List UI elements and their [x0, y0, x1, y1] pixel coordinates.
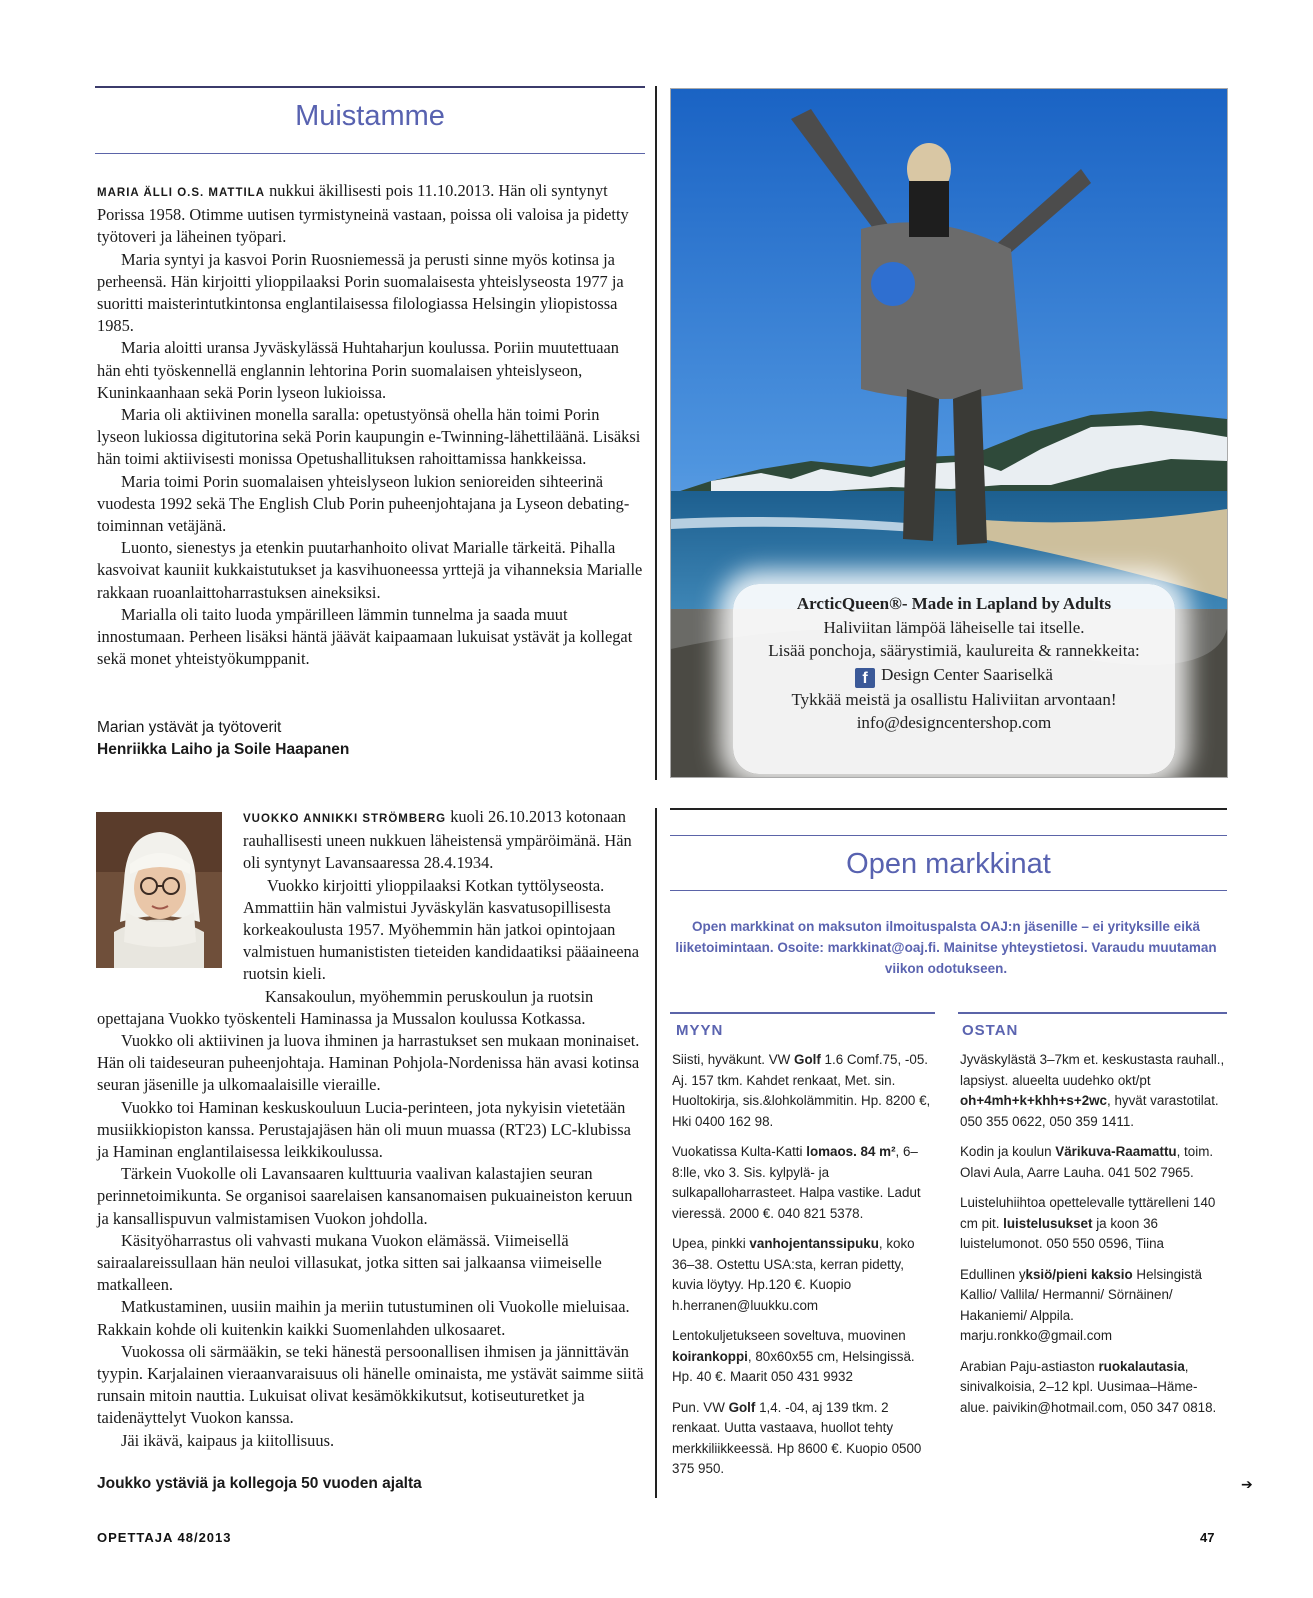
- obituary-paragraph: Maria toimi Porin suomalaisen yhteislyseon lukion senioreiden sihteerinä vuodesta 1992 sekä The English Club Porin puheenjohtajana ja Lyseon debating-toiminnan vetäjänä.: [97, 471, 630, 536]
- obituary-paragraph: Vuokko kirjoitti ylioppilaaksi Kotkan tyttölyseosta. Ammattiin hän valmistui Jyväskylän kasvatusopillisesta korkeakoulusta 1957. Myöhemmin hän jatkoi opintojaan valmistuen humanististen tieteiden kandidaatiksi pääaineena ruotsin kieli.: [243, 875, 639, 984]
- top-rule-right: [670, 808, 1227, 810]
- obituary-paragraph: Luonto, sienestys ja etenkin puutarhanhoito olivat Marialle tärkeitä. Pihalla kasvoivat kauniit kukkaistutukset ja kasvihuoneessa yrttejä ja vihanneksia Marialle rakkaan ruoanlaittoharrastuksen aineksiksi.: [97, 538, 643, 602]
- obituary-paragraph: Maria oli aktiivinen monella saralla: opetustyönsä ohella hän toimi Porin lyseon lukiossa digitutorina sekä Porin kaupungin e-Twinning-lähettiläänä. Lisäksi hän toimi aktiivisesti monissa Opetushallituksen rahoittamissa hankkeissa.: [97, 405, 641, 469]
- obituary-paragraph: Vuokko oli aktiivinen ja luova ihminen ja harrastukset sen mukaan moninaiset. Hän oli taideseuran puheenjohtaja. Haminan Pohjola-Nordenissa hän avasi kotinsa seuran jäsenille ja ulkomaalaisille vieraille.: [97, 1031, 640, 1095]
- classified-ad: Jyväskylästä 3–7km et. keskustasta rauhall., lapsiyst. alueelta uudehko okt/pt oh+4mh+k+khh+s+2wc, hyvät varastotilat. 050 355 0622, 050 359 1411.: [960, 1052, 1225, 1129]
- obituary-maria: [97, 180, 645, 670]
- obituary-paragraph: Matkustaminen, uusiin maihin ja meriin tutustuminen oli Vuokolle mieluisaa. Rakkain kohde oli kuitenkin kaikki Suomenlahden ulkosaaret.: [97, 1297, 630, 1339]
- ad-line: Haliviitan lämpöä läheiselle tai itselle.: [823, 617, 1085, 637]
- continue-arrow-icon: ➔: [1241, 1477, 1253, 1493]
- classified-ad: Upea, pinkki vanhojentanssipuku, koko 36–38. Ostettu USA:sta, kerran pidetty, kuvia löytyy. Hp.120 €. Kuopio h.herranen@luukku.com: [672, 1236, 915, 1313]
- obituary-paragraph: Marialla oli taito luoda ympärilleen lämmin tunnelma ja saada muut innostumaan. Perheen lisäksi häntä jäävät kaipaamaan lukuisat ystävät ja kollegat sekä monet yhteistyökumppanit.: [97, 604, 633, 669]
- ostan-rule: [958, 1012, 1227, 1014]
- column-divider-bottom: [655, 808, 657, 1498]
- ostan-list: [960, 1050, 1226, 1428]
- facebook-icon[interactable]: f: [855, 668, 875, 688]
- myyn-heading: MYYN: [676, 1022, 724, 1039]
- obituary-paragraph: Maria syntyi ja kasvoi Porin Ruosniemessä ja perusti sinne myös kotinsa ja perheensä. Hän kirjoitti ylioppilaaksi Porin suomalaisesta yhteislyseosta 1977 ja suoritti maisterintutkintonsa englantilaisessa filologiassa Helsingin yliopistossa 1985.: [97, 249, 624, 336]
- section-title-open-markkinat: Open markkinat: [846, 848, 1051, 880]
- classified-ad: Luisteluhiihtoa opettelevalle tyttärelleni 140 cm pit. luistelusukset ja koon 36 luistelumonot. 050 550 0596, Tiina: [960, 1195, 1216, 1251]
- obituary-signature-vuokko: Joukko ystäviä ja kollegoja 50 vuoden ajalta: [97, 1475, 422, 1492]
- ad-facebook-label: Design Center Saariselkä: [881, 664, 1053, 684]
- obituary-vuokko: [97, 806, 645, 1452]
- obituary-paragraph: Tärkein Vuokolle oli Lavansaaren kulttuuria vaalivan kalastajien seuran perinnetoimikunta. Se organisoi saarelaisen kansanomaisen pukuaineiston keruun ja kansallispuvun valmistamisen Vuokon johdolla.: [97, 1164, 633, 1228]
- obituary-paragraph: Jäi ikävä, kaipaus ja kiitollisuus.: [121, 1430, 335, 1450]
- ad-line: Tykkää meistä ja osallistu Haliviitan arvontaan!: [791, 689, 1117, 709]
- obituary-name: VUOKKO ANNIKKI STRÖMBERG: [243, 813, 447, 825]
- signature-names: Henriikka Laiho ja Soile Haapanen: [97, 741, 350, 758]
- ad-line: Lisää ponchoja, säärystimiä, kaulureita & rannekkeita:: [768, 641, 1140, 660]
- obituary-paragraph: Vuokossa oli särmääkin, se teki hänestä persoonallisen ihmisen ja jännittävän tyypin. Karjalainen vieraanvaraisuus oli hänelle ominaista, me ystävät saimme siitä runsain mitoin nauttia. Lukuisat olivat kesämökkikutsut, kotiseuturetket ja taidenäyttelyt Vuokon kanssa.: [97, 1341, 644, 1428]
- obituary-signature: [97, 717, 645, 761]
- classified-ad: Kodin ja koulun Värikuva-Raamattu, toim. Olavi Aula, Aarre Lauha. 041 502 7965.: [960, 1144, 1214, 1180]
- obituary-paragraph: Käsityöharrastus oli vahvasti mukana Vuokon elämässä. Viimeisellä sairaalareissullaan hän neuloi villasukat, jotka sitten sai jalkaansa viimeiselle matkalleen.: [97, 1230, 602, 1295]
- myyn-list: [672, 1050, 937, 1490]
- ad-email-link[interactable]: info@designcentershop.com: [856, 713, 1052, 732]
- ostan-heading: OSTAN: [962, 1022, 1019, 1039]
- obituary-paragraph: Maria aloitti uransa Jyväskylässä Huhtaharjun koulussa. Poriin muutettuaan hän ehti työskennellä englannin lehtorina Porin suomalaisen yhteislyseon, Kuninkaanhaan sekä Porin lyseon lukioissa.: [97, 338, 619, 402]
- ad-caption-box: [733, 584, 1175, 774]
- myyn-rule: [670, 1012, 935, 1014]
- obituary-paragraph: Vuokko toi Haminan keskuskouluun Lucia-perinteen, jota nykyisin vietetään musiikkiopiston kanssa. Perustajajäsen hän oli muun muassa (RT23) LC-klubissa ja Haminan englantilaisessa leikkikoulussa.: [97, 1097, 631, 1162]
- signature-line: Marian ystävät ja työtoverit: [97, 719, 282, 736]
- classified-ad: Edullinen yksiö/pieni kaksio Helsingistä Kallio/ Vallila/ Hermanni/ Sörnäinen/ Hakaniemi/ Alppila. marju.ronkko@gmail.com: [960, 1266, 1202, 1343]
- page-number: 47: [1200, 1530, 1215, 1545]
- open-markkinat-intro: Open markkinat on maksuton ilmoituspalsta OAJ:n jäsenille – ei yrityksille eikä liiketoimintaan. Osoite: markkinat@oaj.fi. Mainitse yhteystietosi. Varaudu muutaman viikon odotukseen.: [675, 919, 1217, 976]
- classified-ad: Siisti, hyväkunt. VW Golf 1.6 Comf.75, -05. Aj. 157 tkm. Kahdet renkaat, Met. sin. Huoltokirja, sis.&lohkolämmitin. Hp. 8200 €, Hki 0400 162 98.: [672, 1052, 931, 1129]
- page-title: Muistamme: [295, 100, 445, 132]
- footer-publication: OPETTAJA 48/2013: [97, 1530, 232, 1545]
- classified-ad: Lentokuljetukseen soveltuva, muovinen koirankoppi, 80x60x55 cm, Helsingissä. Hp. 40 €. Maarit 050 431 9932: [672, 1328, 915, 1384]
- obituary-paragraph: kuoli 26.10.2013 kotonaan rauhallisesti uneen nukkuen läheistensä ympäröimänä. Hän oli syntynyt Lavansaaressa 28.4.1934.: [243, 807, 632, 873]
- classified-ad: Pun. VW Golf 1,4. -04, aj 139 tkm. 2 renkaat. Uutta vastaava, huollot tehty merkkiliikkeessä. Hp 8600 €. Kuopio 0500 375 950.: [672, 1399, 922, 1476]
- classified-ad: Vuokatissa Kulta-Katti lomaos. 84 m², 6–8:lle, vko 3. Sis. kylpylä- ja sulkapalloharrasteet. Halpa vastike. Ladut vieressä. 2000 €. 040 821 5378.: [672, 1144, 921, 1221]
- open-title-rule: [670, 835, 1227, 836]
- ad-facebook-line[interactable]: [733, 663, 1175, 688]
- ad-headline: ArcticQueen®- Made in Lapland by Adults: [796, 594, 1112, 613]
- obituary-paragraph: nukkui äkillisesti pois 11.10.2013. Hän oli syntynyt Porissa 1958. Otimme uutisen tyrmistyneinä vastaan, poissa oli valoisa ja pidetty työtoveri ja läheinen työpari.: [97, 181, 629, 247]
- open-title-underline: [670, 890, 1227, 891]
- obituary-paragraph: Kansakoulun, myöhemmin peruskoulun ja ruotsin opettajana Vuokko työskenteli Haminassa ja Mussalon koulussa Kotkassa.: [97, 986, 594, 1028]
- classified-ad: Arabian Paju-astiaston ruokalautasia, sinivalkoisia, 2–12 kpl. Uusimaa–Häme-alue. paivikin@hotmail.com, 050 347 0818.: [960, 1358, 1217, 1415]
- obituary-name: MARIA ÄLLI O.S. MATTILA: [97, 187, 266, 199]
- top-rule-left: [95, 86, 645, 88]
- title-underline-left: [95, 153, 645, 154]
- advertisement: [670, 88, 1228, 778]
- column-divider-top: [655, 86, 657, 780]
